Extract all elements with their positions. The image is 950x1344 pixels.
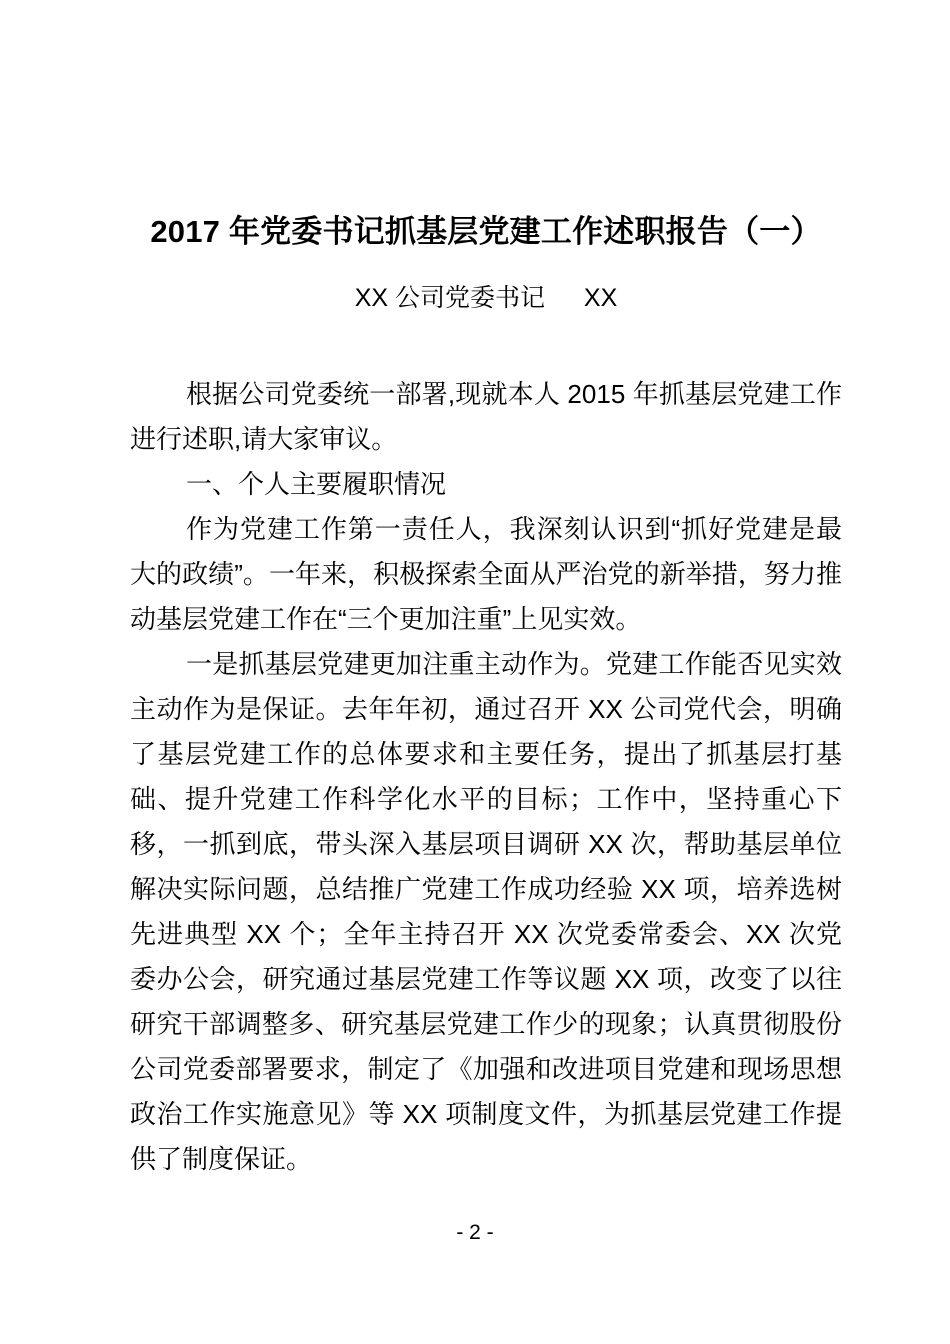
paragraph-intro: 根据公司党委统一部署,现就本人 2015 年抓基层党建工作进行述职,请大家审议。 xyxy=(130,379,842,454)
page-title: 2017 年党委书记抓基层党建工作述职报告（一） xyxy=(150,214,822,249)
document-byline: XX 公司党委书记 XX xyxy=(354,284,618,312)
page-number-footer: - 2 - xyxy=(456,1221,494,1244)
paragraph-initiative: 一是抓基层党建更加注重主动作为。党建工作能否见实效主动作为是保证。去年年初，通过召开 XX 公司党代会，明确了基层党建工作的总体要求和主要任务，提出了抓基层打基础、提升党建工作科学化水平的目标；工作中，坚持重心下移，一抓到底，带头深入基层项目调研 XX 次，帮助基层单位解决实际问题，总结推广党建工作成功经验 XX 项，培养选树先进典型 XX 个；全年主持召开 XX 次党委常委会、XX 次党委办公会，研究通过基层党建工作等议题 XX 项，改变了以往研究干部调整多、研究基层党建工作少的现象；认真贯彻股份公司党委部署要求，制定了《加强和改进项目党建和现场思想政治工作实施意见》等 XX 项制度文件，为抓基层党建工作提供了制度保证。 xyxy=(130,649,842,1174)
document-body xyxy=(130,372,842,1182)
paragraph-responsibility: 作为党建工作第一责任人，我深刻认识到“抓好党建是最大的政绩”。一年来，积极探索全面从严治党的新举措，努力推动基层党建工作在“三个更加注重”上见实效。 xyxy=(130,514,842,634)
section-heading-one: 一、个人主要履职情况 xyxy=(186,469,447,499)
